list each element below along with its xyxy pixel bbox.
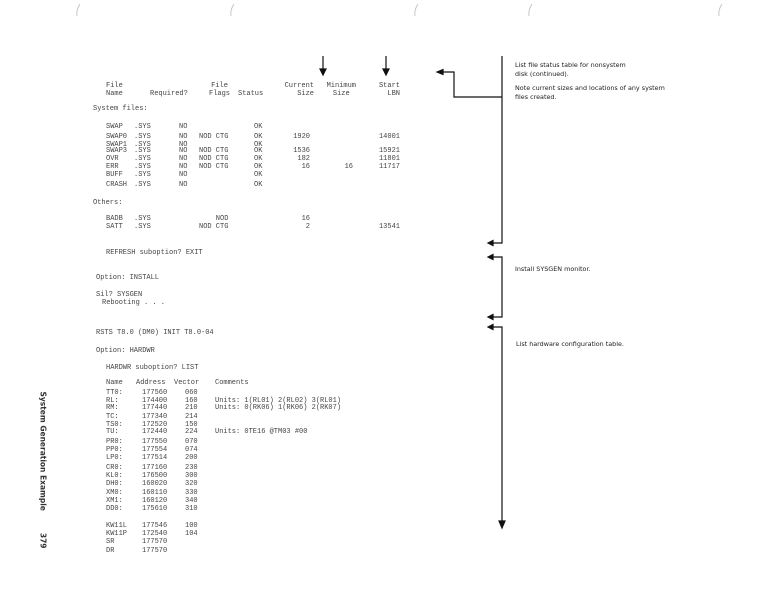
file-status: OK: [254, 133, 263, 141]
hw-vector: 230: [185, 464, 198, 472]
hw-address: 172440: [142, 428, 168, 436]
file-name: SWAP1: [106, 141, 128, 149]
hardwr-prompt: HARDWR suboption? LIST: [106, 364, 199, 372]
hw-name: KW11L: [106, 522, 128, 530]
header-minimum-size-1: Minimum: [326, 82, 356, 90]
header-current-size-2: Size: [297, 90, 314, 98]
file-status: OK: [254, 181, 263, 189]
header-file-name: [106, 82, 123, 98]
option-install: Option: INSTALL: [96, 274, 160, 282]
page-footer: [39, 391, 48, 548]
hw-vector: 060: [185, 389, 198, 397]
file-flags: NOD CTG: [199, 155, 229, 163]
file-start-lbn: 11801: [378, 155, 400, 163]
file-ext: .SYS: [134, 147, 151, 155]
hw-header-comments: Comments: [215, 379, 249, 387]
hw-name: LP0:: [106, 454, 123, 462]
hw-name: RM:: [106, 404, 119, 412]
hw-address: 174400: [142, 397, 168, 405]
header-current-size-1: Current: [284, 82, 314, 90]
hw-header-address: Address: [136, 379, 166, 387]
annotation-file-status-line2: disk (continued).: [515, 70, 569, 78]
hw-vector: 310: [185, 505, 198, 513]
file-name: CRASH: [106, 181, 128, 189]
file-ext: .SYS: [134, 141, 151, 149]
file-name: SWAP: [106, 123, 123, 131]
file-required: NO: [179, 123, 188, 131]
rsts-banner: RSTS T8.0 (DM0) INIT T8.0-04: [96, 329, 214, 337]
hw-address: 172520: [142, 421, 168, 429]
file-status: OK: [254, 147, 263, 155]
file-name: BADB: [106, 215, 123, 223]
annotation-hardware: List hardware configuration table.: [516, 340, 624, 348]
hw-name: RL:: [106, 397, 119, 405]
file-current-size: 1920: [293, 133, 310, 141]
file-start-lbn: 11717: [378, 163, 400, 171]
header-minimum-size-2: Size: [332, 90, 350, 98]
sil-prompt: Sil? SYSGEN: [96, 291, 143, 299]
hw-address: 177570: [142, 547, 168, 555]
page-number: 379: [38, 532, 48, 549]
header-file-flags-2: Flags: [209, 90, 231, 98]
annotation-file-status: [515, 61, 626, 79]
file-current-size: 182: [297, 155, 310, 163]
file-name: ERR: [106, 163, 119, 171]
hw-vector: 200: [185, 454, 198, 462]
hw-address: 177554: [142, 446, 168, 454]
hw-address: 177514: [142, 454, 168, 462]
file-name: SATT: [106, 223, 123, 231]
hw-name: TS0:: [106, 421, 123, 429]
file-name: SWAP0: [106, 133, 128, 141]
file-ext: .SYS: [134, 133, 151, 141]
hw-vector: 340: [185, 497, 198, 505]
bracket-file-status: [492, 56, 502, 243]
header-start-lbn-1: Start: [378, 82, 400, 90]
file-ext: .SYS: [134, 215, 151, 223]
header-start-lbn-2: LBN: [387, 90, 400, 98]
file-flags: NOD: [199, 215, 229, 223]
header-file-flags: [209, 82, 230, 98]
current-size-arrowhead: [320, 69, 326, 75]
hw-address: 177550: [142, 438, 168, 446]
hw-header-vector: Vector: [174, 379, 200, 387]
file-current-size: 2: [305, 223, 310, 231]
file-start-lbn: 13541: [378, 223, 400, 231]
file-ext: .SYS: [134, 123, 151, 131]
header-current-size: [285, 82, 314, 98]
file-start-lbn: 15921: [378, 147, 400, 155]
file-ext: .SYS: [134, 155, 151, 163]
hw-vector: 104: [185, 530, 198, 538]
hw-vector: 100: [185, 522, 198, 530]
hw-name: KW11P: [106, 530, 128, 538]
scan-edge-marks: [77, 4, 722, 16]
file-name: BUFF: [106, 171, 123, 179]
hw-vector: 210: [185, 404, 198, 412]
hw-name: PP0:: [106, 446, 123, 454]
file-status: OK: [254, 163, 263, 171]
file-required: NO: [179, 171, 188, 179]
hw-name: DR: [106, 547, 115, 555]
hw-vector: 160: [185, 397, 198, 405]
file-current-size: 1536: [293, 147, 310, 155]
hw-name: CR0:: [106, 464, 123, 472]
hw-name: DH0:: [106, 480, 123, 488]
hw-vector: 320: [185, 480, 198, 488]
hw-name: TT0:: [106, 389, 123, 397]
file-flags: NOD CTG: [199, 223, 229, 231]
hw-name: DD0:: [106, 505, 123, 513]
file-required: NO: [179, 141, 188, 149]
file-current-size: 16: [301, 163, 310, 171]
header-minimum-size: [327, 82, 356, 98]
system-files-label: System files:: [93, 105, 148, 113]
header-start-lbn: [379, 82, 400, 98]
file-required: NO: [179, 133, 188, 141]
header-status: Status: [238, 90, 264, 98]
section-title: System Generation Example: [38, 391, 48, 511]
hw-vector: 150: [185, 421, 198, 429]
hw-comments: Units: 0(RK06) 1(RK06) 2(RK07): [215, 404, 342, 412]
hw-vector: 330: [185, 489, 198, 497]
hw-address: 172540: [142, 530, 168, 538]
file-status: OK: [254, 171, 263, 179]
option-hardwr: Option: HARDWR: [96, 347, 155, 355]
hw-vector: 224: [185, 428, 198, 436]
hw-address: 177560: [142, 389, 168, 397]
file-ext: .SYS: [134, 181, 151, 189]
header-file-name-2: Name: [106, 90, 123, 98]
file-ext: .SYS: [134, 171, 151, 179]
file-flags: NOD CTG: [199, 163, 229, 171]
hw-comments: Units: 0TE16 @TM03 #00: [215, 428, 308, 436]
file-flags: NOD CTG: [199, 147, 229, 155]
hw-address: 175610: [142, 505, 168, 513]
header-file-flags-1: File: [211, 82, 228, 90]
hw-name: KL0:: [106, 472, 123, 480]
annotation-install: Install SYSGEN monitor.: [515, 265, 591, 273]
hw-address: 177340: [142, 413, 168, 421]
file-status: OK: [254, 123, 263, 131]
hw-comments: Units: 1(RL01) 2(RL02) 3(RL01): [215, 397, 342, 405]
file-required: NO: [179, 147, 188, 155]
file-minimum-size: 16: [344, 163, 353, 171]
file-start-lbn: 14001: [378, 133, 400, 141]
header-file-name-1: File: [106, 82, 123, 90]
hw-name: XM0:: [106, 489, 123, 497]
hw-address: 160020: [142, 480, 168, 488]
start-lbn-arrowhead: [383, 69, 389, 75]
file-required: NO: [179, 155, 188, 163]
file-current-size: 16: [301, 215, 310, 223]
file-required: NO: [179, 181, 188, 189]
hw-header-name: Name: [106, 379, 123, 387]
refresh-prompt: REFRESH suboption? EXIT: [106, 249, 203, 257]
hw-name: SR: [106, 538, 115, 546]
annotation-note: [515, 84, 665, 102]
annotation-file-status-line1: List file status table for nonsystem: [515, 61, 626, 69]
others-label: Others:: [93, 199, 123, 207]
annotation-note-line1: Note current sizes and locations of any system: [515, 84, 665, 92]
file-status: OK: [254, 141, 263, 149]
bracket-hardware: [492, 327, 502, 522]
hw-name: XM1:: [106, 497, 123, 505]
hw-address: 177546: [142, 522, 168, 530]
header-required: Required?: [150, 90, 188, 98]
file-required: NO: [179, 163, 188, 171]
annotation-note-line2: files created.: [515, 93, 557, 101]
hw-address: 177160: [142, 464, 168, 472]
hw-address: 177570: [142, 538, 168, 546]
hw-address: 176500: [142, 472, 168, 480]
hw-vector: 300: [185, 472, 198, 480]
hw-name: TU:: [106, 428, 119, 436]
hw-address: 160110: [142, 489, 168, 497]
bracket-install: [492, 257, 502, 317]
hw-vector: 070: [185, 438, 198, 446]
rebooting-text: Rebooting . . .: [102, 299, 166, 307]
file-ext: .SYS: [134, 163, 151, 171]
file-flags: NOD CTG: [199, 133, 229, 141]
hw-vector: 214: [185, 413, 198, 421]
file-name: OVR: [106, 155, 119, 163]
file-name: SWAP3: [106, 147, 128, 155]
hw-name: TC:: [106, 413, 119, 421]
hw-vector: 074: [185, 446, 198, 454]
hw-name: PR0:: [106, 438, 123, 446]
hw-address: 177440: [142, 404, 168, 412]
file-status: OK: [254, 155, 263, 163]
file-ext: .SYS: [134, 223, 151, 231]
hw-address: 160120: [142, 497, 168, 505]
